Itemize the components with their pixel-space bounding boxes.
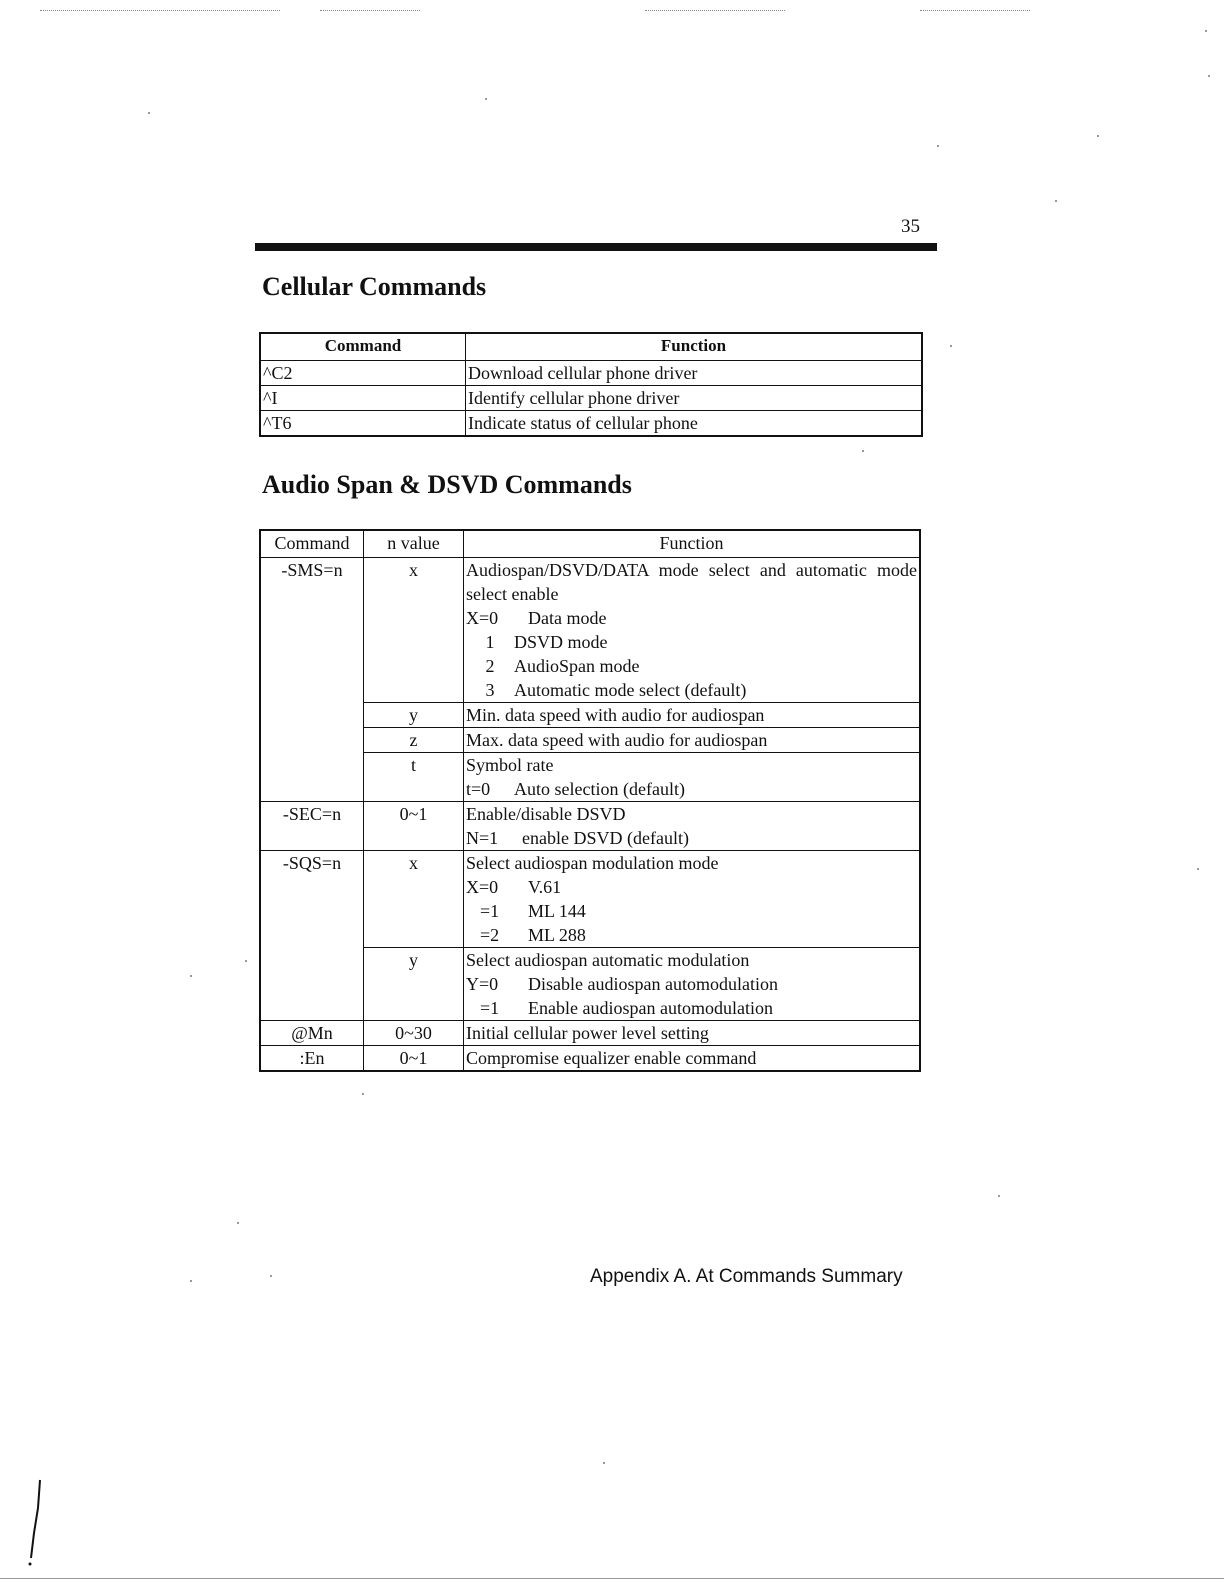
scan-speck	[998, 1195, 1000, 1197]
n-value-cell: x	[364, 558, 464, 703]
function-cell	[464, 753, 921, 802]
scan-speck	[237, 1222, 239, 1224]
scan-speck	[1097, 135, 1099, 137]
option-line: =1 ML 144	[480, 901, 586, 921]
function-cell: Identify cellular phone driver	[466, 386, 923, 411]
command-cell: -SEC=n	[260, 802, 364, 851]
audio-span-dsvd-table	[259, 529, 921, 1072]
function-cell: Indicate status of cellular phone	[466, 411, 923, 437]
n-value-cell: t	[364, 753, 464, 802]
n-value-cell: y	[364, 948, 464, 1021]
page-number: 35	[901, 216, 920, 237]
function-cell: Compromise equalizer enable command	[464, 1046, 921, 1072]
function-description: Symbol rate	[466, 755, 554, 775]
function-description: Select audiospan modulation mode	[466, 853, 719, 873]
function-cell: Download cellular phone driver	[466, 361, 923, 386]
scan-speck	[190, 975, 192, 977]
option-line: N=1 enable DSVD (default)	[466, 828, 689, 848]
option-line: 2 AudioSpan mode	[485, 656, 640, 676]
header-n-value: n value	[364, 530, 464, 558]
option-line: t=0 Auto selection (default)	[466, 779, 685, 799]
scan-speck	[1197, 868, 1199, 870]
table-header-row	[260, 530, 920, 558]
option-line: =1 Enable audiospan automodulation	[480, 998, 773, 1018]
function-description: Select audiospan automatic modulation	[466, 950, 750, 970]
scan-dotted-mark	[920, 10, 1030, 11]
scan-speck	[245, 960, 247, 962]
cellular-commands-title: Cellular Commands	[262, 272, 487, 301]
function-cell	[464, 948, 921, 1021]
command-cell: ^I	[260, 386, 466, 411]
function-cell	[464, 851, 921, 948]
scan-speck	[862, 450, 864, 452]
scan-speck	[1208, 75, 1210, 77]
function-cell: Max. data speed with audio for audiospan	[464, 728, 921, 753]
table-header-row	[260, 333, 922, 361]
n-value-cell: 0~1	[364, 1046, 464, 1072]
command-cell: ^T6	[260, 411, 466, 437]
function-cell	[464, 558, 921, 703]
scan-speck	[485, 98, 487, 100]
table-row	[260, 386, 922, 411]
option-line: Y=0 Disable audiospan automodulation	[466, 974, 778, 994]
scan-speck	[937, 145, 939, 147]
table-row	[260, 1046, 920, 1072]
header-command: Command	[260, 333, 466, 361]
option-line: X=0 V.61	[466, 877, 562, 897]
scan-speck	[1055, 200, 1057, 202]
page-footer: Appendix A. At Commands Summary	[590, 1266, 903, 1287]
header-rule	[255, 243, 937, 251]
audio-span-dsvd-title: Audio Span & DSVD Commands	[262, 470, 632, 499]
n-value-cell: x	[364, 851, 464, 948]
table-row	[260, 558, 920, 703]
cellular-commands-table	[259, 332, 923, 437]
function-cell: Initial cellular power level setting	[464, 1021, 921, 1046]
function-description: Enable/disable DSVD	[466, 804, 626, 824]
n-value-cell: y	[364, 703, 464, 728]
function-description: Audiospan/DSVD/DATA mode select and automatic mode select enable	[466, 560, 917, 604]
scan-speck	[148, 112, 150, 114]
pen-mark	[28, 1478, 42, 1568]
command-cell: ^C2	[260, 361, 466, 386]
header-command: Command	[260, 530, 364, 558]
n-value-cell: z	[364, 728, 464, 753]
n-value-cell: 0~30	[364, 1021, 464, 1046]
option-line: =2 ML 288	[480, 925, 586, 945]
table-row	[260, 802, 920, 851]
scan-speck	[1205, 30, 1207, 32]
scan-speck	[603, 1462, 605, 1464]
option-line: 1 DSVD mode	[485, 632, 608, 652]
scan-speck	[362, 1093, 364, 1095]
table-row	[260, 361, 922, 386]
scan-dotted-mark	[320, 10, 420, 11]
command-cell: @Mn	[260, 1021, 364, 1046]
command-cell: -SMS=n	[260, 558, 364, 802]
function-cell	[464, 802, 921, 851]
scan-speck	[950, 345, 952, 347]
scan-speck	[190, 1280, 192, 1282]
scan-dotted-mark	[40, 10, 280, 11]
option-line: 3 Automatic mode select (default)	[485, 680, 747, 700]
n-value-cell: 0~1	[364, 802, 464, 851]
command-cell: -SQS=n	[260, 851, 364, 1021]
command-cell: :En	[260, 1046, 364, 1072]
scan-dotted-mark	[645, 10, 785, 11]
option-line: X=0 Data mode	[466, 608, 607, 628]
header-function: Function	[464, 530, 921, 558]
function-cell: Min. data speed with audio for audiospan	[464, 703, 921, 728]
table-row	[260, 411, 922, 437]
table-row	[260, 851, 920, 948]
scan-edge-line	[0, 1578, 1224, 1579]
header-function: Function	[466, 333, 923, 361]
scan-speck	[270, 1275, 272, 1277]
table-row	[260, 1021, 920, 1046]
